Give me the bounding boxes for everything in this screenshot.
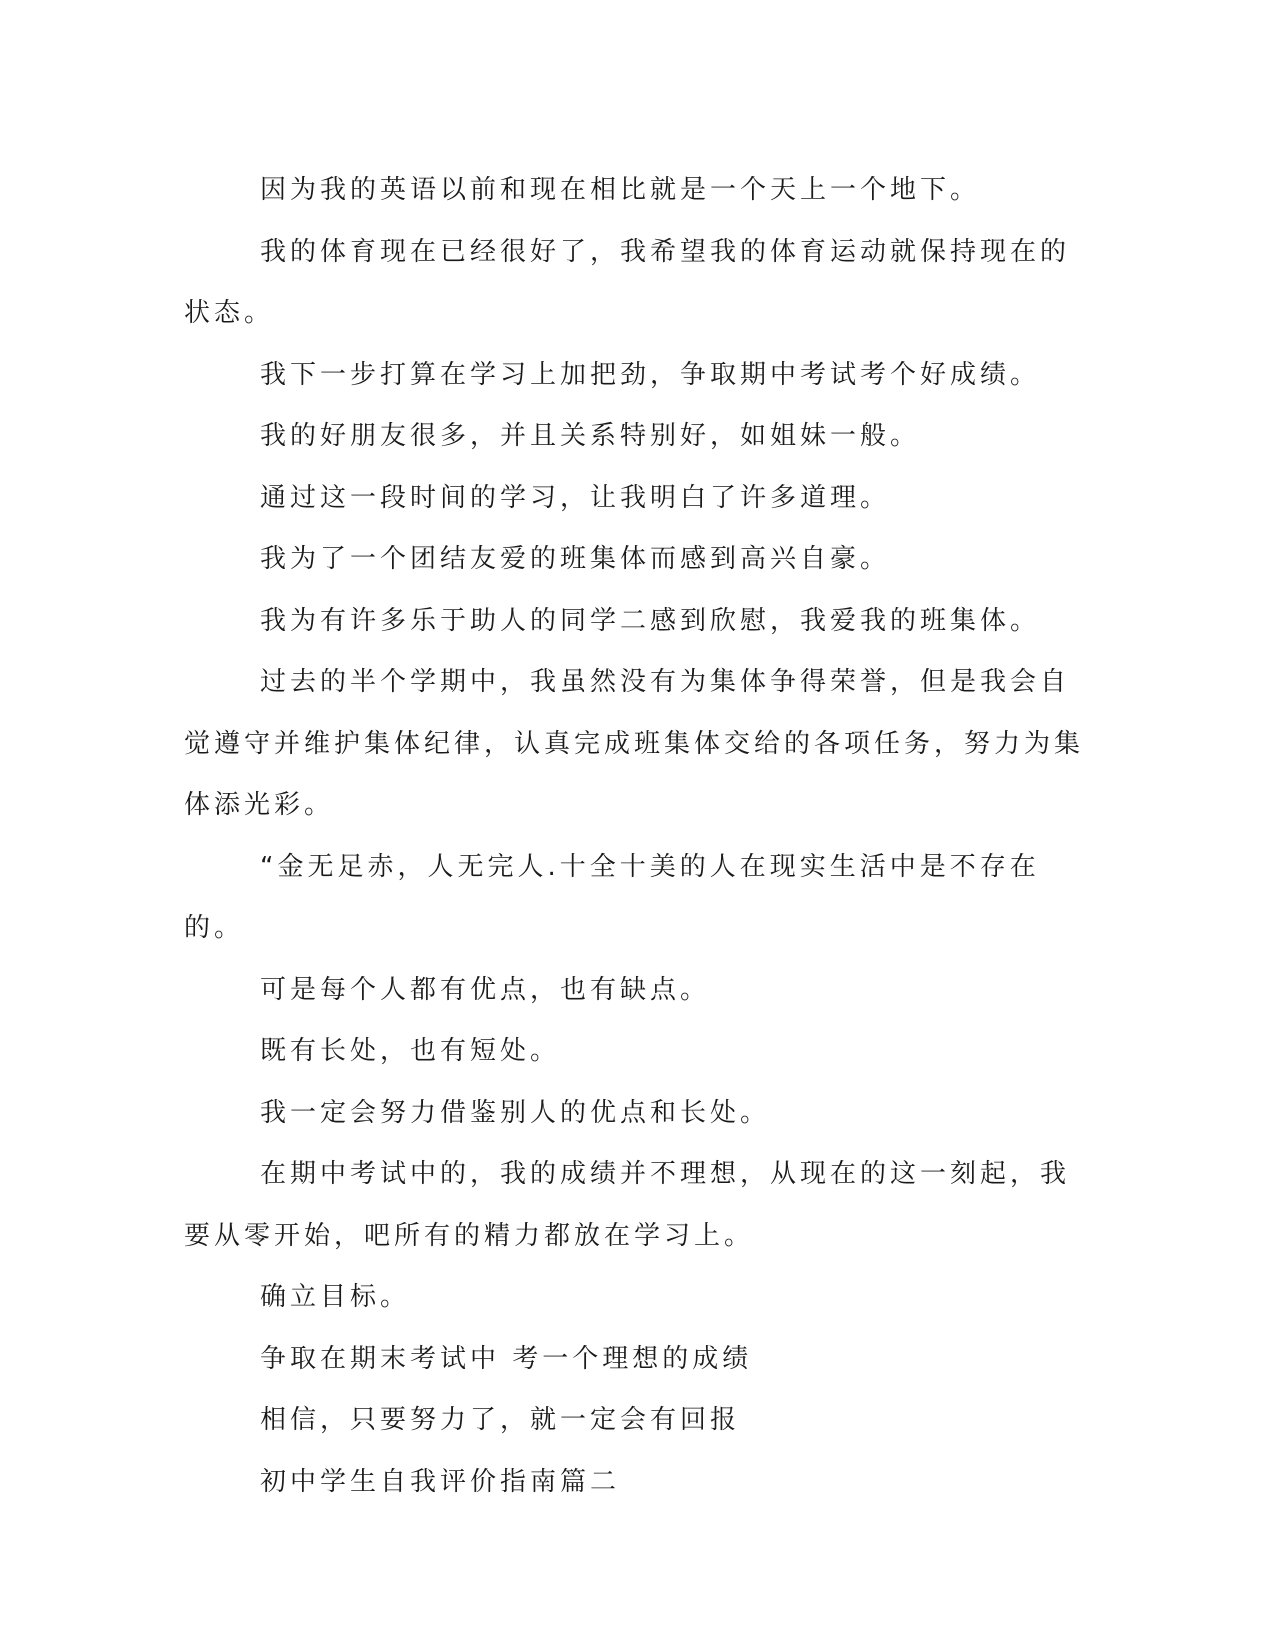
section-heading: 初中学生自我评价指南篇二 (260, 1466, 621, 1497)
paragraph-13: 在期中考试中的，我的成绩并不理想，从现在的这一刻起，我要从零开始，吧所有的精力都放在学习上。 (184, 1159, 1071, 1251)
paragraph-14: 确立目标。 (260, 1282, 411, 1312)
paragraph-7: 我为有许多乐于助人的同学二感到欣慰，我爱我的班集体。 (260, 605, 1041, 636)
paragraph-11: 既有长处，也有短处。 (260, 1036, 561, 1066)
paragraph-9: “金无足赤，人无完人.十全十美的人在现实生活中是不存在的。 (184, 851, 1040, 943)
paragraph-10: 可是每个人都有优点，也有缺点。 (260, 974, 711, 1005)
paragraph-6: 我为了一个团结友爱的班集体而感到高兴自豪。 (260, 544, 891, 574)
paragraph-3: 我下一步打算在学习上加把劲，争取期中考试考个好成绩。 (260, 359, 1041, 390)
paragraph-5: 通过这一段时间的学习，让我明白了许多道理。 (260, 482, 891, 513)
paragraph-15: 争取在期末考试中 考一个理想的成绩 (260, 1343, 753, 1374)
paragraph-16: 相信，只要努力了，就一定会有回报 (260, 1405, 741, 1435)
paragraph-4: 我的好朋友很多，并且关系特别好，如姐妹一般。 (260, 421, 921, 451)
document-body (184, 160, 1084, 1513)
paragraph-2: 我的体育现在已经很好了，我希望我的体育运动就保持现在的状态。 (184, 236, 1071, 328)
paragraph-8: 过去的半个学期中，我虽然没有为集体争得荣誉，但是我会自觉遵守并维护集体纪律，认真完成班集体交给的各项任务，努力为集体添光彩。 (184, 667, 1085, 820)
paragraph-1: 因为我的英语以前和现在相比就是一个天上一个地下。 (260, 175, 981, 205)
paragraph-12: 我一定会努力借鉴别人的优点和长处。 (260, 1097, 771, 1128)
